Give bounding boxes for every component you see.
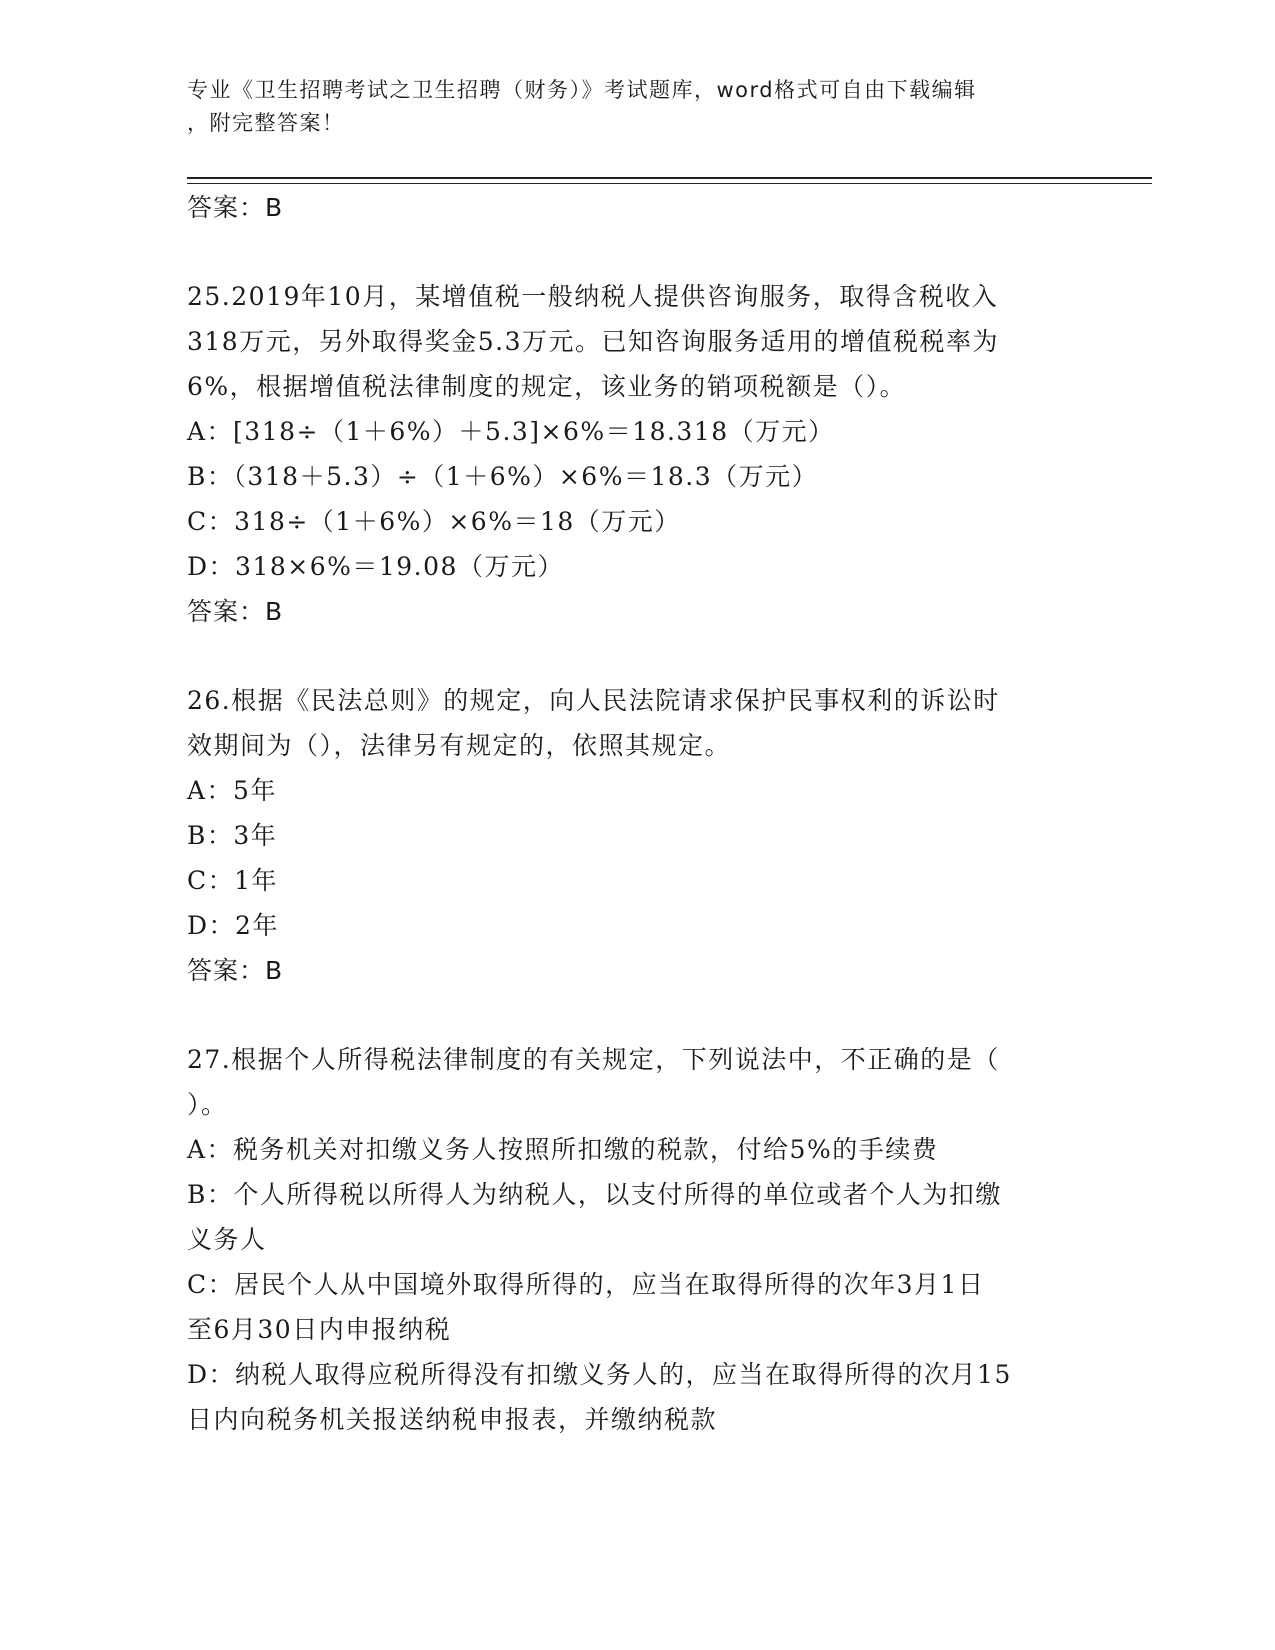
page-header [187,74,1087,140]
option-b: B：个人所得税以所得人为纳税人，以支付所得的单位或者个人为扣缴 [187,1180,1002,1209]
spacer [187,993,1117,1037]
question-stem-line: 318万元，另外取得奖金5.3万元。已知咨询服务适用的增值税税率为 [187,327,999,356]
option-c: C：居民个人从中国境外取得所得的，应当在取得所得的次年3月1日 [187,1270,985,1299]
question-stem-line: 25.2019年10月，某增值税一般纳税人提供咨询服务，取得含税收入 [187,282,999,311]
question-27 [187,1037,1117,1442]
question-26 [187,678,1117,993]
question-stem-line: ）。 [187,1090,228,1119]
option-c: C：1年 [187,866,279,895]
question-stem-line: 效期间为（），法律另有规定的，依照其规定。 [187,731,732,760]
question-stem-line: 6%，根据增值税法律制度的规定，该业务的销项税额是（）。 [187,372,907,401]
option-a: A：税务机关对扣缴义务人按照所扣缴的税款，付给5%的手续费 [187,1135,939,1164]
option-a: A：[318÷（1＋6%）＋5.3]×6%＝18.318（万元） [187,417,835,446]
option-b: B：3年 [187,821,278,850]
option-a: A：5年 [187,776,277,805]
option-b-continued: 义务人 [187,1225,267,1254]
option-b: B：（318＋5.3）÷（1＋6%）×6%＝18.3（万元） [187,462,819,491]
header-divider-thick [187,177,1152,179]
question-stem-line: 27.根据个人所得税法律制度的有关规定，下列说法中，不正确的是（ [187,1045,1000,1074]
header-line-1: 专业《卫生招聘考试之卫生招聘（财务）》考试题库，word格式可自由下载编辑 [187,78,977,102]
spacer [187,230,1117,274]
header-divider-thin [187,183,1152,184]
answer-previous: 答案：B [187,193,284,222]
option-d: D：318×6%＝19.08（万元） [187,552,564,581]
question-stem-line: 26.根据《民法总则》的规定，向人民法院请求保护民事权利的诉讼时 [187,686,1000,715]
option-d: D：2年 [187,911,279,940]
option-d-continued: 日内向税务机关报送纳税申报表，并缴纳税款 [187,1405,718,1434]
answer-25: 答案：B [187,597,284,626]
answer-26: 答案：B [187,956,284,985]
option-c: C：318÷（1＋6%）×6%＝18（万元） [187,507,681,536]
question-content [187,185,1117,1442]
header-line-2: ，附完整答案！ [187,111,345,135]
spacer [187,634,1117,678]
option-c-continued: 至6月30日内申报纳税 [187,1315,452,1344]
option-d: D：纳税人取得应税所得没有扣缴义务人的，应当在取得所得的次月15 [187,1360,1012,1389]
question-25 [187,274,1117,634]
